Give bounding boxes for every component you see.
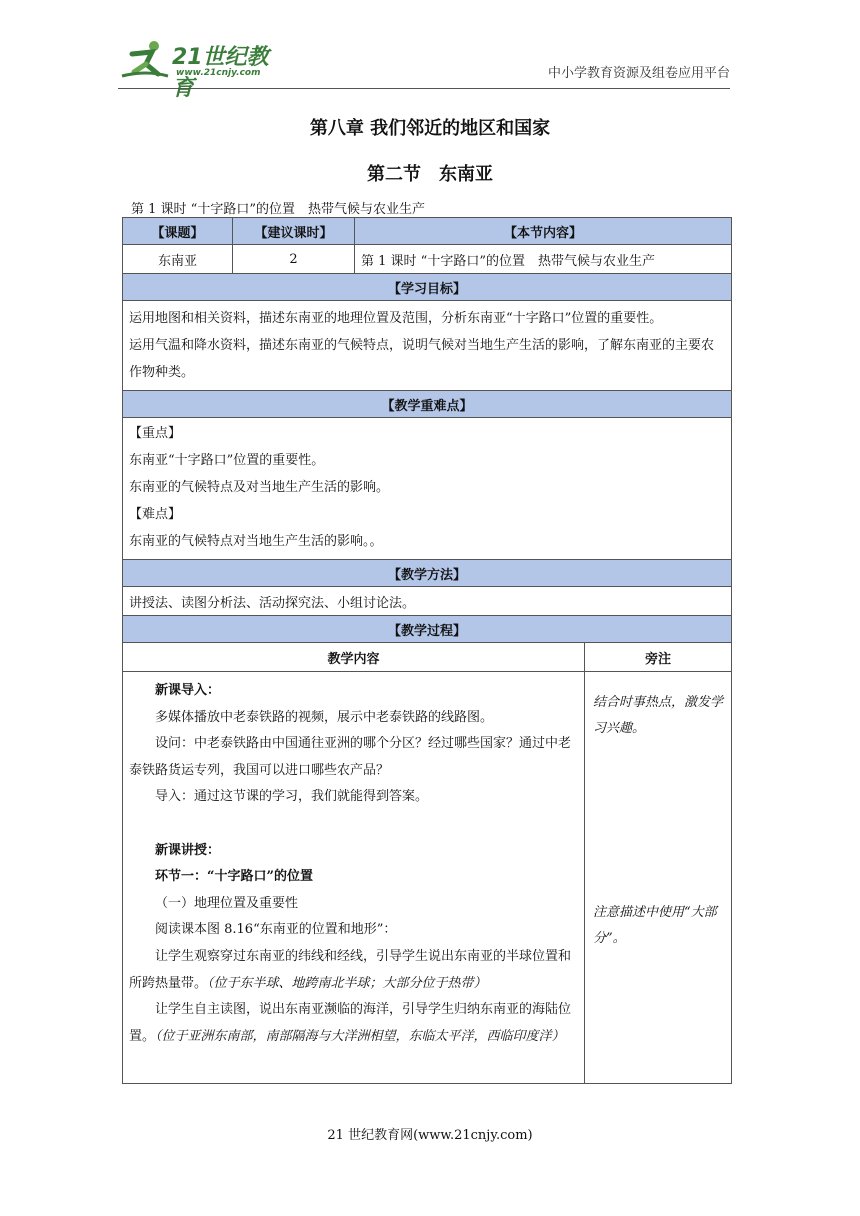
topic-value: 东南亚 [123, 245, 233, 274]
section-title: 第二节 东南亚 [367, 164, 493, 185]
key-item: 东南亚的气候特点及对当地生产生活的影响。 [129, 480, 390, 495]
part1-title: 环节一：“十字路口”的位置 [155, 869, 313, 885]
content-value: 第 1 课时 “十字路口”的位置 热带气候与农业生产 [355, 245, 732, 274]
intro-title: 新课导入： [155, 683, 221, 698]
logo-text: 21世纪教育 [172, 45, 269, 101]
objective-item: 运用地图和相关资料，描述东南亚的地理位置及范围，分析东南亚“十字路口”位置的重要性。 [129, 311, 663, 326]
key-label: 【重点】 [129, 426, 182, 441]
hard-item: 东南亚的气候特点对当地生产生活的影响。。 [129, 534, 383, 549]
col-header-topic: 【课题】 [123, 218, 233, 245]
chapter-title: 第八章 我们邻近的地区和国家 [309, 118, 551, 139]
note-item: 结合时事热点，激发学习兴趣。 [593, 695, 724, 736]
platform-name: 中小学教育资源及组卷应用平台 [547, 66, 730, 81]
header-divider [118, 88, 730, 89]
spacer-line [129, 811, 578, 838]
logo [118, 38, 288, 101]
part1-read: 阅读课本图 8.16“东南亚的位置和地形”： [155, 922, 397, 938]
intro-paragraph: 多媒体播放中老泰铁路的视频，展示中老泰铁路的线路图。 [155, 709, 494, 725]
process-content [123, 672, 585, 1084]
logo-url: www.21cnjy.com [176, 68, 261, 78]
part1-p1-main: 让学生观察穿过东南亚的纬线和经线，引导学生说出东南亚的半球位置和所跨热量带。 [129, 948, 572, 991]
page-header [118, 38, 730, 101]
part1-p2-answer: （位于亚洲东南部，南部隔海与大洋洲相望，东临太平洋，西临印度洋） [155, 1028, 565, 1044]
process-col-content: 教学内容 [123, 643, 585, 672]
lesson-plan-table [122, 217, 732, 1084]
process-notes [585, 672, 732, 1084]
methods-header: 【教学方法】 [123, 560, 732, 587]
page-footer: 21 世纪教育网(www.21cnjy.com) [327, 1128, 533, 1143]
col-header-content: 【本节内容】 [355, 218, 732, 245]
process-header: 【教学过程】 [123, 616, 732, 643]
table-row [123, 245, 732, 274]
objectives-body [123, 301, 732, 391]
process-col-note: 旁注 [585, 643, 732, 672]
intro-paragraph: 设问：中老泰铁路由中国通往亚洲的哪个分区？经过哪些国家？通过中老泰铁路货运专列，我国可以进口哪些农产品？ [129, 736, 572, 778]
part1-p1-answer: （位于东半球、地跨南北半球；大部分位于热带） [207, 975, 487, 991]
col-header-hours: 【建议课时】 [233, 218, 355, 245]
part1-paragraph [129, 997, 578, 1050]
key-item: 东南亚“十字路口”位置的重要性。 [129, 453, 325, 468]
part1-p2-main: 让学生自主读图，说出东南亚濒临的海洋，引导学生归纳东南亚的海陆位置。 [129, 1002, 572, 1044]
runner-logo-icon [118, 40, 174, 80]
keypoints-header: 【教学重难点】 [123, 391, 732, 418]
lecture-title: 新课讲授： [155, 842, 221, 858]
note-spacer [593, 742, 723, 900]
keypoints-body [123, 418, 732, 560]
lesson-title: 第 1 课时 “十字路口”的位置 热带气候与农业生产 [131, 202, 425, 217]
methods-text: 讲授法、读图分析法、活动探究法、小组讨论法。 [123, 587, 732, 616]
part1-subtitle: （一）地理位置及重要性 [155, 895, 299, 911]
hours-value: 2 [233, 245, 355, 274]
intro-paragraph: 导入：通过这节课的学习，我们就能得到答案。 [155, 789, 429, 805]
part1-paragraph [129, 944, 578, 997]
hard-label: 【难点】 [129, 507, 182, 522]
table-header-row [123, 218, 732, 245]
objective-item: 运用气温和降水资料，描述东南亚的气候特点，说明气候对当地生产生活的影响，了解东南亚的主要农作物种类。 [129, 338, 715, 380]
objectives-header: 【学习目标】 [123, 274, 732, 301]
note-item: 注意描述中使用“大部分”。 [593, 905, 717, 946]
